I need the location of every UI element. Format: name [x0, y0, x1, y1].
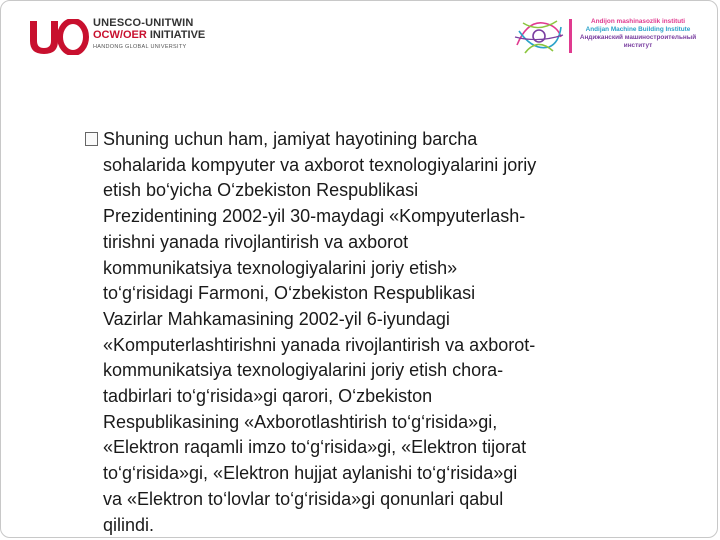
text-line: kommunikatsiya texnologiyalarini joriy etish chora-	[103, 360, 504, 381]
text-line: to‘g‘risidagi Farmoni, O‘zbekiston Respublikasi	[103, 283, 476, 304]
text-line: Vazirlar Mahkamasining 2002-yil 6-iyundagi	[103, 308, 450, 329]
logo-divider	[569, 19, 572, 53]
text-line: tadbirlari to‘g‘risida»gi qarori, O‘zbekiston	[103, 386, 433, 407]
text-line: tirishni yanada rivojlantirish va axborot	[103, 231, 409, 252]
text-line: Shuning uchun ham, jamiyat hayotining barcha	[103, 129, 478, 149]
bullet-paragraph	[85, 127, 685, 538]
text-line: etish bo‘yicha O‘zbekiston Respublikasi	[103, 180, 419, 201]
text-line: Prezidentining 2002-yil 30-maydagi «Kompyuterlash-	[103, 206, 526, 227]
text-line: «Elektron raqamli imzo to‘g‘risida»gi, «Elektron tijorat	[103, 437, 527, 458]
text-line: va «Elektron to‘lovlar to‘g‘risida»gi qonunlari qabul	[103, 488, 504, 509]
text-line: to‘g‘risida»gi, «Elektron hujjat aylanishi to‘g‘risida»gi	[103, 463, 518, 484]
institute-name-en: Andijan Machine Building Institute	[585, 26, 691, 33]
logo-line-university: HANDONG GLOBAL UNIVERSITY	[93, 44, 187, 50]
text-line: kommunikatsiya texnologiyalarini joriy etish»	[103, 257, 458, 278]
institute-name-uz: Andijon mashinasozlik instituti	[590, 18, 686, 25]
logo-accent-text: OCW/OER	[93, 29, 147, 41]
bullet-box-icon	[85, 132, 98, 146]
institute-name-ru-1: Андижанский машиностроительный	[579, 34, 697, 41]
text-line: «Komputerlashtirishni yanada rivojlantirish va axborot-	[103, 334, 536, 355]
text-line: Respublikasining «Axborotlashtirish to‘g‘risida»gi,	[103, 411, 498, 432]
andijan-institute-logo	[513, 13, 703, 57]
institute-swirl-icon	[513, 15, 565, 57]
text-line: qilindi.	[103, 514, 155, 535]
uo-logo-icon	[27, 19, 89, 55]
text-line: sohalarida kompyuter va axborot texnologiyalarini joriy	[103, 154, 537, 175]
logo-initiative-text: INITIATIVE	[146, 29, 206, 41]
unesco-unitwin-logo	[27, 15, 227, 59]
logo-line-initiative	[93, 29, 205, 42]
logo-line-unesco: UNESCO-UNITWIN	[93, 17, 194, 29]
institute-name-ru-2: институт	[623, 42, 653, 49]
paragraph-text	[103, 127, 685, 538]
